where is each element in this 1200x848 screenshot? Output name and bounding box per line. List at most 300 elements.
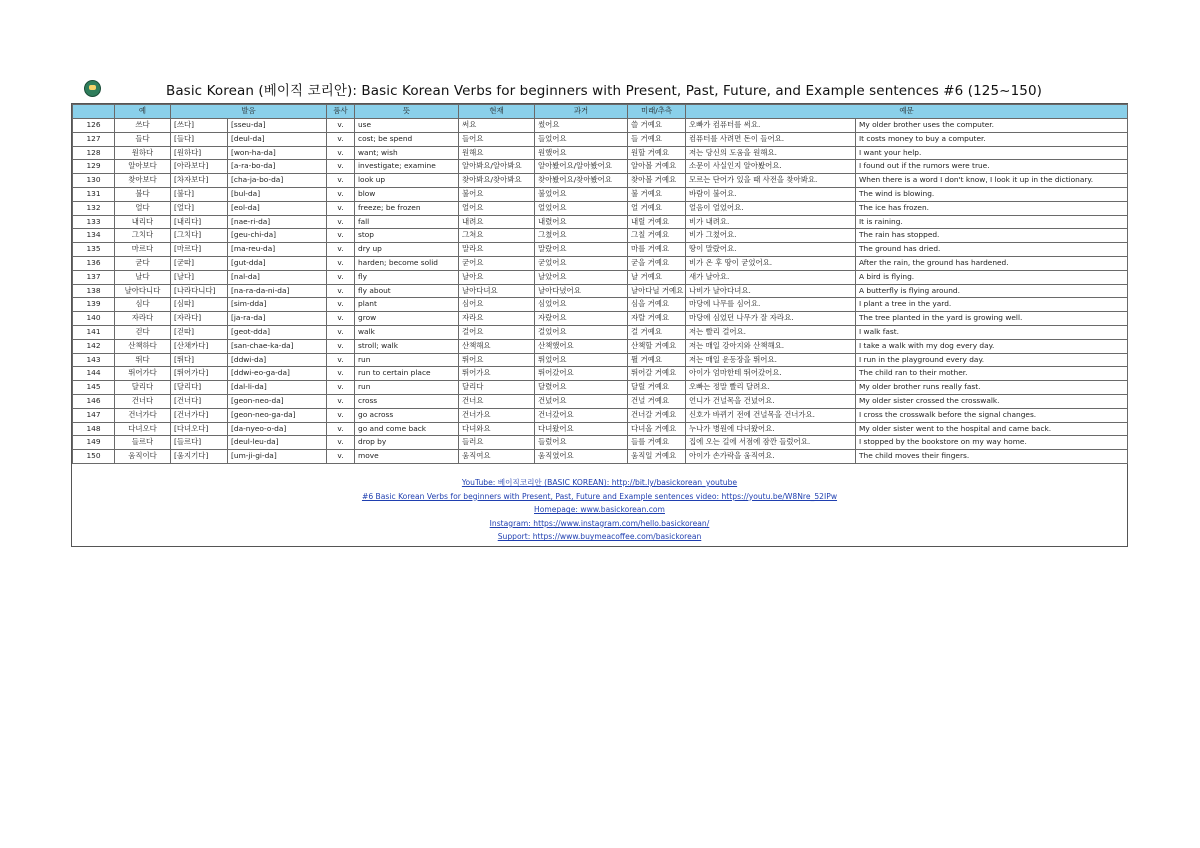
romanization: [geu-chi-da] bbox=[228, 229, 327, 243]
table-row bbox=[73, 367, 1128, 381]
present-form: 내려요 bbox=[459, 215, 535, 229]
romanization: [geot-dda] bbox=[228, 325, 327, 339]
english-example: I plant a tree in the yard. bbox=[856, 298, 1128, 312]
pronunciation-hangul: [얼다] bbox=[171, 201, 228, 215]
part-of-speech: v. bbox=[327, 256, 355, 270]
korean-word: 달리다 bbox=[115, 381, 171, 395]
future-form: 자랄 거예요 bbox=[628, 312, 686, 326]
romanization: [gut-dda] bbox=[228, 256, 327, 270]
romanization: [deul-da] bbox=[228, 132, 327, 146]
past-form: 달렸어요 bbox=[535, 381, 628, 395]
future-form: 들를 거예요 bbox=[628, 436, 686, 450]
romanization: [won-ha-da] bbox=[228, 146, 327, 160]
past-form: 원했어요 bbox=[535, 146, 628, 160]
korean-word: 쓰다 bbox=[115, 119, 171, 133]
future-form: 심을 거예요 bbox=[628, 298, 686, 312]
pronunciation-hangul: [들르다] bbox=[171, 436, 228, 450]
pronunciation-hangul: [들다] bbox=[171, 132, 228, 146]
table-row bbox=[73, 229, 1128, 243]
korean-word: 찾아보다 bbox=[115, 174, 171, 188]
row-number: 131 bbox=[73, 187, 115, 201]
present-form: 찾아봐요/찾아봐요 bbox=[459, 174, 535, 188]
past-form: 날아다녔어요 bbox=[535, 284, 628, 298]
korean-example: 오빠가 컴퓨터를 써요. bbox=[686, 119, 856, 133]
korean-example: 비가 그쳤어요. bbox=[686, 229, 856, 243]
present-form: 자라요 bbox=[459, 312, 535, 326]
present-form: 불어요 bbox=[459, 187, 535, 201]
future-form: 불 거예요 bbox=[628, 187, 686, 201]
present-form: 원해요 bbox=[459, 146, 535, 160]
pronunciation-hangul: [다녀오다] bbox=[171, 422, 228, 436]
pronunciation-hangul: [움지기다] bbox=[171, 450, 228, 464]
present-form: 움직여요 bbox=[459, 450, 535, 464]
romanization: [deul-leu-da] bbox=[228, 436, 327, 450]
pronunciation-hangul: [심따] bbox=[171, 298, 228, 312]
past-form: 들렀어요 bbox=[535, 436, 628, 450]
korean-word: 불다 bbox=[115, 187, 171, 201]
part-of-speech: v. bbox=[327, 394, 355, 408]
english-example: The tree planted in the yard is growing well. bbox=[856, 312, 1128, 326]
romanization: [nal-da] bbox=[228, 270, 327, 284]
pronunciation-hangul: [내리다] bbox=[171, 215, 228, 229]
pronunciation-hangul: [쓰다] bbox=[171, 119, 228, 133]
romanization: [sim-dda] bbox=[228, 298, 327, 312]
future-form: 굳을 거예요 bbox=[628, 256, 686, 270]
pronunciation-hangul: [뛰다] bbox=[171, 353, 228, 367]
row-number: 144 bbox=[73, 367, 115, 381]
past-form: 건넜어요 bbox=[535, 394, 628, 408]
english-example: After the rain, the ground has hardened. bbox=[856, 256, 1128, 270]
korean-example: 오빠는 정말 빨리 달려요. bbox=[686, 381, 856, 395]
meaning: investigate; examine bbox=[355, 160, 459, 174]
meaning: grow bbox=[355, 312, 459, 326]
row-number: 134 bbox=[73, 229, 115, 243]
header-word: 예 bbox=[115, 105, 171, 119]
row-number: 142 bbox=[73, 339, 115, 353]
past-form: 심었어요 bbox=[535, 298, 628, 312]
korean-word: 알아보다 bbox=[115, 160, 171, 174]
meaning: go across bbox=[355, 408, 459, 422]
korean-word: 뛰어가다 bbox=[115, 367, 171, 381]
meaning: drop by bbox=[355, 436, 459, 450]
present-form: 건너가요 bbox=[459, 408, 535, 422]
korean-example: 비가 내려요. bbox=[686, 215, 856, 229]
part-of-speech: v. bbox=[327, 187, 355, 201]
table-row bbox=[73, 325, 1128, 339]
row-number: 127 bbox=[73, 132, 115, 146]
english-example: The ground has dried. bbox=[856, 243, 1128, 257]
meaning: cost; be spend bbox=[355, 132, 459, 146]
row-number: 146 bbox=[73, 394, 115, 408]
table-row bbox=[73, 408, 1128, 422]
future-form: 움직일 거예요 bbox=[628, 450, 686, 464]
romanization: [bul-da] bbox=[228, 187, 327, 201]
korean-example: 바람이 불어요. bbox=[686, 187, 856, 201]
past-form: 불었어요 bbox=[535, 187, 628, 201]
verb-sheet bbox=[71, 103, 1128, 547]
korean-word: 움직이다 bbox=[115, 450, 171, 464]
part-of-speech: v. bbox=[327, 201, 355, 215]
past-form: 굳었어요 bbox=[535, 256, 628, 270]
english-example: The wind is blowing. bbox=[856, 187, 1128, 201]
future-form: 산책할 거예요 bbox=[628, 339, 686, 353]
part-of-speech: v. bbox=[327, 284, 355, 298]
part-of-speech: v. bbox=[327, 229, 355, 243]
english-example: When there is a word I don't know, I look it up in the dictionary. bbox=[856, 174, 1128, 188]
korean-word: 심다 bbox=[115, 298, 171, 312]
pronunciation-hangul: [자라다] bbox=[171, 312, 228, 326]
korean-word: 들르다 bbox=[115, 436, 171, 450]
part-of-speech: v. bbox=[327, 408, 355, 422]
table-row bbox=[73, 381, 1128, 395]
table-body bbox=[73, 119, 1128, 464]
english-example: The rain has stopped. bbox=[856, 229, 1128, 243]
past-form: 뛰었어요 bbox=[535, 353, 628, 367]
korean-example: 땅이 말랐어요. bbox=[686, 243, 856, 257]
korean-example: 아이가 엄마한테 뛰어갔어요. bbox=[686, 367, 856, 381]
past-form: 내렸어요 bbox=[535, 215, 628, 229]
english-example: I take a walk with my dog every day. bbox=[856, 339, 1128, 353]
korean-example: 저는 빨리 걸어요. bbox=[686, 325, 856, 339]
english-example: The ice has frozen. bbox=[856, 201, 1128, 215]
part-of-speech: v. bbox=[327, 119, 355, 133]
present-form: 뛰어가요 bbox=[459, 367, 535, 381]
future-form: 건너갈 거예요 bbox=[628, 408, 686, 422]
romanization: [ma-reu-da] bbox=[228, 243, 327, 257]
english-example: It costs money to buy a computer. bbox=[856, 132, 1128, 146]
present-form: 건너요 bbox=[459, 394, 535, 408]
present-form: 심어요 bbox=[459, 298, 535, 312]
korean-example: 나비가 날아다녀요. bbox=[686, 284, 856, 298]
header-past: 과거 bbox=[535, 105, 628, 119]
future-form: 그칠 거예요 bbox=[628, 229, 686, 243]
korean-word: 들다 bbox=[115, 132, 171, 146]
english-example: A bird is flying. bbox=[856, 270, 1128, 284]
future-form: 원할 거예요 bbox=[628, 146, 686, 160]
korean-example: 마당에 심었던 나무가 잘 자라요. bbox=[686, 312, 856, 326]
part-of-speech: v. bbox=[327, 312, 355, 326]
korean-example: 집에 오는 길에 서점에 잠깐 들렀어요. bbox=[686, 436, 856, 450]
english-example: A butterfly is flying around. bbox=[856, 284, 1128, 298]
past-form: 걸었어요 bbox=[535, 325, 628, 339]
past-form: 그쳤어요 bbox=[535, 229, 628, 243]
korean-word: 그치다 bbox=[115, 229, 171, 243]
korean-word: 원하다 bbox=[115, 146, 171, 160]
table-row bbox=[73, 339, 1128, 353]
english-example: It is raining. bbox=[856, 215, 1128, 229]
table-row bbox=[73, 312, 1128, 326]
table-row bbox=[73, 146, 1128, 160]
future-form: 날아다닐 거예요 bbox=[628, 284, 686, 298]
row-number: 148 bbox=[73, 422, 115, 436]
part-of-speech: v. bbox=[327, 353, 355, 367]
part-of-speech: v. bbox=[327, 450, 355, 464]
english-example: My older brother runs really fast. bbox=[856, 381, 1128, 395]
page-header bbox=[84, 78, 1124, 102]
header-example: 예문 bbox=[686, 105, 1128, 119]
row-number: 136 bbox=[73, 256, 115, 270]
present-form: 써요 bbox=[459, 119, 535, 133]
korean-word: 걷다 bbox=[115, 325, 171, 339]
row-number: 145 bbox=[73, 381, 115, 395]
video-link[interactable]: #6 Basic Korean Verbs for beginners with Present, Past, Future and Example sentences video: https://youtu.be/W8Nre_52IPw bbox=[361, 491, 838, 501]
pronunciation-hangul: [굳따] bbox=[171, 256, 228, 270]
row-number: 140 bbox=[73, 312, 115, 326]
english-example: My older sister crossed the crosswalk. bbox=[856, 394, 1128, 408]
korean-example: 비가 온 후 땅이 굳었어요. bbox=[686, 256, 856, 270]
pronunciation-hangul: [원하다] bbox=[171, 146, 228, 160]
korean-word: 날아다니다 bbox=[115, 284, 171, 298]
pronunciation-hangul: [건너가다] bbox=[171, 408, 228, 422]
row-number: 149 bbox=[73, 436, 115, 450]
meaning: blow bbox=[355, 187, 459, 201]
table-row bbox=[73, 450, 1128, 464]
table-row bbox=[73, 436, 1128, 450]
table-row bbox=[73, 422, 1128, 436]
part-of-speech: v. bbox=[327, 436, 355, 450]
english-example: I walk fast. bbox=[856, 325, 1128, 339]
romanization: [ddwi-eo-ga-da] bbox=[228, 367, 327, 381]
present-form: 걸어요 bbox=[459, 325, 535, 339]
past-form: 알아봤어요/알아봤어요 bbox=[535, 160, 628, 174]
row-number: 130 bbox=[73, 174, 115, 188]
meaning: fly about bbox=[355, 284, 459, 298]
korean-word: 마르다 bbox=[115, 243, 171, 257]
past-form: 찾아봤어요/찾아봤어요 bbox=[535, 174, 628, 188]
table-row bbox=[73, 284, 1128, 298]
support-link[interactable]: Support: https://www.buymeacoffee.com/basickorean bbox=[497, 532, 702, 542]
romanization: [geon-neo-ga-da] bbox=[228, 408, 327, 422]
row-number: 141 bbox=[73, 325, 115, 339]
part-of-speech: v. bbox=[327, 381, 355, 395]
meaning: harden; become solid bbox=[355, 256, 459, 270]
present-form: 들러요 bbox=[459, 436, 535, 450]
pronunciation-hangul: [날다] bbox=[171, 270, 228, 284]
meaning: want; wish bbox=[355, 146, 459, 160]
english-example: I want your help. bbox=[856, 146, 1128, 160]
present-form: 알아봐요/알아봐요 bbox=[459, 160, 535, 174]
table-row bbox=[73, 215, 1128, 229]
past-form: 썼어요 bbox=[535, 119, 628, 133]
table-row bbox=[73, 187, 1128, 201]
korean-word: 산책하다 bbox=[115, 339, 171, 353]
english-example: My older brother uses the computer. bbox=[856, 119, 1128, 133]
pronunciation-hangul: [아라보다] bbox=[171, 160, 228, 174]
past-form: 말랐어요 bbox=[535, 243, 628, 257]
future-form: 알아볼 거예요 bbox=[628, 160, 686, 174]
korean-example: 저는 당신의 도움을 원해요. bbox=[686, 146, 856, 160]
part-of-speech: v. bbox=[327, 243, 355, 257]
present-form: 날아요 bbox=[459, 270, 535, 284]
korean-example: 소문이 사실인지 알아봤어요. bbox=[686, 160, 856, 174]
table-row bbox=[73, 132, 1128, 146]
korean-example: 누나가 병원에 다녀왔어요. bbox=[686, 422, 856, 436]
pronunciation-hangul: [마르다] bbox=[171, 243, 228, 257]
english-example: I found out if the rumors were true. bbox=[856, 160, 1128, 174]
part-of-speech: v. bbox=[327, 339, 355, 353]
meaning: run bbox=[355, 381, 459, 395]
past-form: 건너갔어요 bbox=[535, 408, 628, 422]
part-of-speech: v. bbox=[327, 132, 355, 146]
future-form: 달릴 거예요 bbox=[628, 381, 686, 395]
past-form: 산책했어요 bbox=[535, 339, 628, 353]
row-number: 137 bbox=[73, 270, 115, 284]
korean-example: 저는 매일 강아지와 산책해요. bbox=[686, 339, 856, 353]
english-example: The child moves their fingers. bbox=[856, 450, 1128, 464]
header-number bbox=[73, 105, 115, 119]
future-form: 마를 거예요 bbox=[628, 243, 686, 257]
table-header-row bbox=[73, 105, 1128, 119]
header-pronunciation: 발음 bbox=[171, 105, 327, 119]
present-form: 말라요 bbox=[459, 243, 535, 257]
present-form: 그쳐요 bbox=[459, 229, 535, 243]
header-present: 현재 bbox=[459, 105, 535, 119]
row-number: 147 bbox=[73, 408, 115, 422]
romanization: [a-ra-bo-da] bbox=[228, 160, 327, 174]
table-row bbox=[73, 353, 1128, 367]
row-number: 126 bbox=[73, 119, 115, 133]
korean-word: 다녀오다 bbox=[115, 422, 171, 436]
pronunciation-hangul: [불다] bbox=[171, 187, 228, 201]
korean-word: 얼다 bbox=[115, 201, 171, 215]
row-number: 143 bbox=[73, 353, 115, 367]
meaning: fall bbox=[355, 215, 459, 229]
past-form: 뛰어갔어요 bbox=[535, 367, 628, 381]
meaning: use bbox=[355, 119, 459, 133]
korean-example: 얼음이 얼었어요. bbox=[686, 201, 856, 215]
past-form: 자랐어요 bbox=[535, 312, 628, 326]
row-number: 132 bbox=[73, 201, 115, 215]
present-form: 산책해요 bbox=[459, 339, 535, 353]
row-number: 138 bbox=[73, 284, 115, 298]
future-form: 내릴 거예요 bbox=[628, 215, 686, 229]
meaning: move bbox=[355, 450, 459, 464]
pronunciation-hangul: [차자보다] bbox=[171, 174, 228, 188]
future-form: 쓸 거예요 bbox=[628, 119, 686, 133]
part-of-speech: v. bbox=[327, 160, 355, 174]
past-form: 움직였어요 bbox=[535, 450, 628, 464]
romanization: [dal-li-da] bbox=[228, 381, 327, 395]
past-form: 들었어요 bbox=[535, 132, 628, 146]
part-of-speech: v. bbox=[327, 146, 355, 160]
future-form: 다녀올 거예요 bbox=[628, 422, 686, 436]
table-row bbox=[73, 270, 1128, 284]
present-form: 굳어요 bbox=[459, 256, 535, 270]
table-row bbox=[73, 119, 1128, 133]
header-future: 미래/추측 bbox=[628, 105, 686, 119]
romanization: [ddwi-da] bbox=[228, 353, 327, 367]
row-number: 129 bbox=[73, 160, 115, 174]
verb-table bbox=[72, 104, 1128, 464]
pronunciation-hangul: [걷따] bbox=[171, 325, 228, 339]
row-number: 150 bbox=[73, 450, 115, 464]
instagram-link[interactable]: Instagram: https://www.instagram.com/hello.basickorean/ bbox=[489, 518, 710, 528]
pronunciation-hangul: [그치다] bbox=[171, 229, 228, 243]
pronunciation-hangul: [달리다] bbox=[171, 381, 228, 395]
present-form: 다녀와요 bbox=[459, 422, 535, 436]
future-form: 뛰어갈 거예요 bbox=[628, 367, 686, 381]
romanization: [um-ji-gi-da] bbox=[228, 450, 327, 464]
korean-example: 저는 매일 운동장을 뛰어요. bbox=[686, 353, 856, 367]
romanization: [sseu-da] bbox=[228, 119, 327, 133]
part-of-speech: v. bbox=[327, 367, 355, 381]
future-form: 건널 거예요 bbox=[628, 394, 686, 408]
table-row bbox=[73, 394, 1128, 408]
row-number: 139 bbox=[73, 298, 115, 312]
korean-example: 신호가 바뀌기 전에 건널목을 건너가요. bbox=[686, 408, 856, 422]
korean-example: 모르는 단어가 있을 때 사전을 찾아봐요. bbox=[686, 174, 856, 188]
romanization: [da-nyeo-o-da] bbox=[228, 422, 327, 436]
table-row bbox=[73, 243, 1128, 257]
meaning: dry up bbox=[355, 243, 459, 257]
table-row bbox=[73, 174, 1128, 188]
part-of-speech: v. bbox=[327, 325, 355, 339]
future-form: 들 거예요 bbox=[628, 132, 686, 146]
present-form: 들어요 bbox=[459, 132, 535, 146]
table-row bbox=[73, 298, 1128, 312]
present-form: 뛰어요 bbox=[459, 353, 535, 367]
meaning: freeze; be frozen bbox=[355, 201, 459, 215]
part-of-speech: v. bbox=[327, 270, 355, 284]
romanization: [geon-neo-da] bbox=[228, 394, 327, 408]
pronunciation-hangul: [산채카다] bbox=[171, 339, 228, 353]
english-example: I stopped by the bookstore on my way home. bbox=[856, 436, 1128, 450]
korean-word: 날다 bbox=[115, 270, 171, 284]
meaning: go and come back bbox=[355, 422, 459, 436]
korean-example: 컴퓨터를 사려면 돈이 들어요. bbox=[686, 132, 856, 146]
part-of-speech: v. bbox=[327, 174, 355, 188]
korean-example: 언니가 건널목을 건넜어요. bbox=[686, 394, 856, 408]
past-form: 다녀왔어요 bbox=[535, 422, 628, 436]
part-of-speech: v. bbox=[327, 298, 355, 312]
romanization: [na-ra-da-ni-da] bbox=[228, 284, 327, 298]
korean-example: 마당에 나무를 심어요. bbox=[686, 298, 856, 312]
future-form: 찾아볼 거예요 bbox=[628, 174, 686, 188]
page-title: Basic Korean (베이직 코리안): Basic Korean Verbs for beginners with Present, Past, Future, and Example sentences #6 (125~150) bbox=[165, 83, 1043, 99]
pronunciation-hangul: [뛰어가다] bbox=[171, 367, 228, 381]
korean-word: 뛰다 bbox=[115, 353, 171, 367]
table-row bbox=[73, 201, 1128, 215]
part-of-speech: v. bbox=[327, 215, 355, 229]
korean-word: 자라다 bbox=[115, 312, 171, 326]
meaning: run to certain place bbox=[355, 367, 459, 381]
homepage-link[interactable]: Homepage: www.basickorean.com bbox=[534, 505, 665, 515]
meaning: walk bbox=[355, 325, 459, 339]
romanization: [eol-da] bbox=[228, 201, 327, 215]
future-form: 걸 거예요 bbox=[628, 325, 686, 339]
romanization: [nae-ri-da] bbox=[228, 215, 327, 229]
korean-example: 아이가 손가락을 움직여요. bbox=[686, 450, 856, 464]
meaning: run bbox=[355, 353, 459, 367]
pronunciation-hangul: [건너다] bbox=[171, 394, 228, 408]
present-form: 얼어요 bbox=[459, 201, 535, 215]
meaning: cross bbox=[355, 394, 459, 408]
korean-word: 굳다 bbox=[115, 256, 171, 270]
part-of-speech: v. bbox=[327, 422, 355, 436]
meaning: fly bbox=[355, 270, 459, 284]
english-example: I run in the playground every day. bbox=[856, 353, 1128, 367]
korean-word: 건너다 bbox=[115, 394, 171, 408]
meaning: plant bbox=[355, 298, 459, 312]
youtube-link[interactable]: YouTube: 베이직코리안 (BASIC KOREAN): http://bit.ly/basickorean_youtube bbox=[461, 478, 738, 487]
future-form: 얼 거예요 bbox=[628, 201, 686, 215]
korean-word: 내리다 bbox=[115, 215, 171, 229]
header-part-of-speech: 품사 bbox=[327, 105, 355, 119]
english-example: The child ran to their mother. bbox=[856, 367, 1128, 381]
footer-links bbox=[72, 476, 1127, 544]
present-form: 달리다 bbox=[459, 381, 535, 395]
romanization: [san-chae-ka-da] bbox=[228, 339, 327, 353]
